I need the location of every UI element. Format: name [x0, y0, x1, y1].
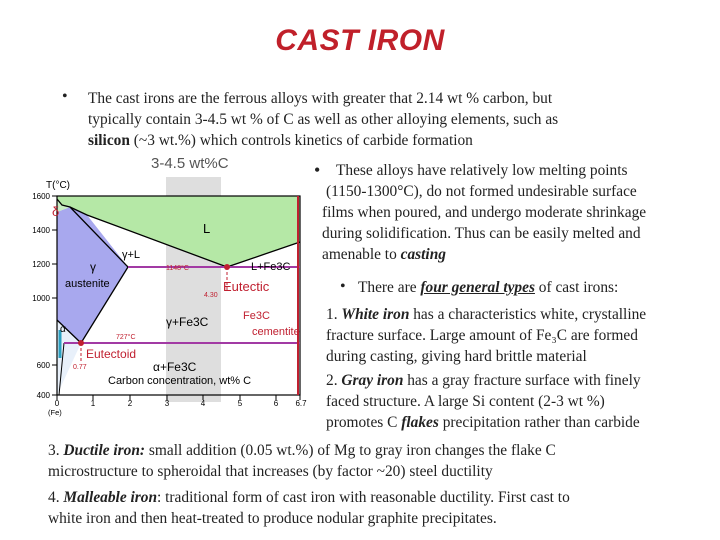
x-tick-5: 5: [237, 399, 243, 408]
x-tick-1: 1: [90, 399, 96, 408]
eutectic-point: [224, 264, 230, 270]
types-b: four general types: [420, 279, 535, 296]
label-liquid: L: [203, 221, 211, 236]
label-eutectic: Eutectic: [223, 279, 270, 294]
gray-iron-num: 2.: [326, 372, 342, 389]
ductile-iron-num: 3.: [48, 442, 64, 459]
label-eutectoid: Eutectoid: [86, 347, 137, 361]
white-iron-term: White iron: [341, 306, 410, 323]
white-iron-line-2: fracture surface. Large amount of Fe₃C are formed: [326, 327, 638, 344]
ductile-iron-line-1: [48, 440, 708, 461]
gray-iron-l3a: promotes C: [326, 414, 402, 431]
melting-line-5a: amenable to: [322, 246, 401, 263]
label-727: 727°C: [116, 334, 136, 341]
label-gamma-fe3c: γ+Fe3C: [166, 315, 209, 329]
label-alpha-fe3c: α+Fe3C: [153, 360, 197, 374]
x-tick-2: 2: [127, 399, 133, 408]
label-liquid-fe3c: L+Fe3C: [251, 261, 291, 273]
y-tick-1600: 1600: [32, 192, 50, 201]
ductile-iron-term: Ductile iron:: [63, 442, 146, 459]
melting-line-1: These alloys have relatively low melting points: [336, 162, 628, 179]
white-iron-line-1: [326, 304, 711, 325]
x-sub-fe: (Fe): [48, 408, 62, 417]
intro-line-2: typically contain 3-4.5 wt % of C as well as other alloying elements, such as: [88, 111, 559, 128]
label-alpha: α: [60, 324, 66, 335]
types-bullet: •: [340, 278, 346, 295]
austenite-region: [57, 207, 128, 343]
gray-iron-l3c: precipitation rather than carbide: [438, 414, 640, 431]
label-1148: 1148°C: [166, 265, 189, 272]
y-tick-1400: 1400: [32, 226, 50, 235]
label-delta: δ: [52, 204, 60, 219]
gray-iron-paragraph: [326, 370, 711, 433]
y-tick-1200: 1200: [32, 260, 50, 269]
y-axis-ticks: [52, 196, 60, 395]
label-430: 4.30: [204, 292, 218, 299]
casting-term: casting: [400, 246, 446, 263]
intro-line-3-rest: (~3 wt.%) which controls kinetics of carbide formation: [129, 132, 473, 149]
white-iron-desc: has a characteristics white, crystalline: [409, 306, 647, 323]
melting-paragraph: [322, 160, 702, 265]
gray-iron-term: Gray iron: [341, 372, 404, 389]
label-cementite: cementite: [252, 326, 300, 338]
types-line: [358, 277, 708, 298]
gray-iron-line-3: [326, 412, 711, 433]
white-iron-paragraph: [326, 304, 711, 367]
x-tick-6-7: 6.7: [295, 399, 307, 408]
malleable-iron-term: Malleable iron: [63, 489, 158, 506]
intro-line-1: The cast irons are the ferrous alloys with greater that 2.14 wt % carbon, but: [88, 90, 553, 107]
malleable-iron-line-2: white iron and then heat-treated to produce nodular graphite precipitates.: [48, 510, 497, 527]
intro-bullet: •: [62, 88, 68, 105]
x-tick-6: 6: [273, 399, 279, 408]
x-axis-label: Carbon concentration, wt% C: [108, 375, 252, 387]
page-title: CAST IRON: [275, 24, 445, 57]
white-iron-line-3: during casting, giving hard brittle material: [326, 348, 587, 365]
y-tick-400: 400: [36, 391, 50, 400]
ductile-iron-line-2: microstructure to spheroidal that increases (by factor ~20) steel ductility: [48, 463, 493, 480]
white-iron-num: 1.: [326, 306, 342, 323]
melting-line-2: (1150-1300°C), do not formed undesirable surface: [326, 183, 637, 200]
malleable-iron-paragraph: [48, 487, 708, 529]
label-gamma: γ: [90, 260, 96, 274]
malleable-iron-num: 4.: [48, 489, 64, 506]
x-tick-3: 3: [164, 399, 170, 408]
label-gamma-liquid: γ+L: [122, 249, 141, 261]
label-077: 0.77: [73, 364, 87, 371]
types-c: of cast irons:: [534, 279, 619, 296]
silicon-term: silicon: [88, 132, 130, 149]
x-tick-4: 4: [200, 399, 206, 408]
range-label: 3-4.5 wt%C: [151, 155, 229, 172]
malleable-iron-desc: : traditional form of cast iron with reasonable ductility. First cast to: [157, 489, 570, 506]
label-austenite: austenite: [65, 278, 110, 290]
y-tick-600: 600: [36, 361, 50, 370]
x-tick-0: 0: [54, 399, 60, 408]
melting-line-4: during solidification. Thus can be easily melted and: [322, 225, 641, 242]
eutectoid-point: [78, 340, 84, 346]
melting-line-3: films when poured, and undergo moderate shrinkage: [322, 204, 647, 221]
malleable-iron-line-1: [48, 487, 708, 508]
flakes-term: flakes: [401, 414, 439, 431]
y-axis-label: T(°C): [46, 180, 70, 191]
gray-iron-line-1: [326, 370, 711, 391]
gray-iron-desc: has a gray fracture surface with finely: [403, 372, 641, 389]
ductile-iron-desc: small addition (0.05 wt.%) of Mg to gray iron changes the flake C: [145, 442, 556, 459]
y-tick-1000: 1000: [32, 294, 50, 303]
melting-bullet: •: [314, 160, 321, 180]
ductile-iron-paragraph: [48, 440, 708, 482]
label-fe3c: Fe3C: [243, 310, 270, 322]
melting-line-5: [322, 244, 702, 265]
types-a: There are: [358, 279, 421, 296]
gray-iron-line-2: faced structure. A large Si content (2-3 wt %): [326, 393, 605, 410]
